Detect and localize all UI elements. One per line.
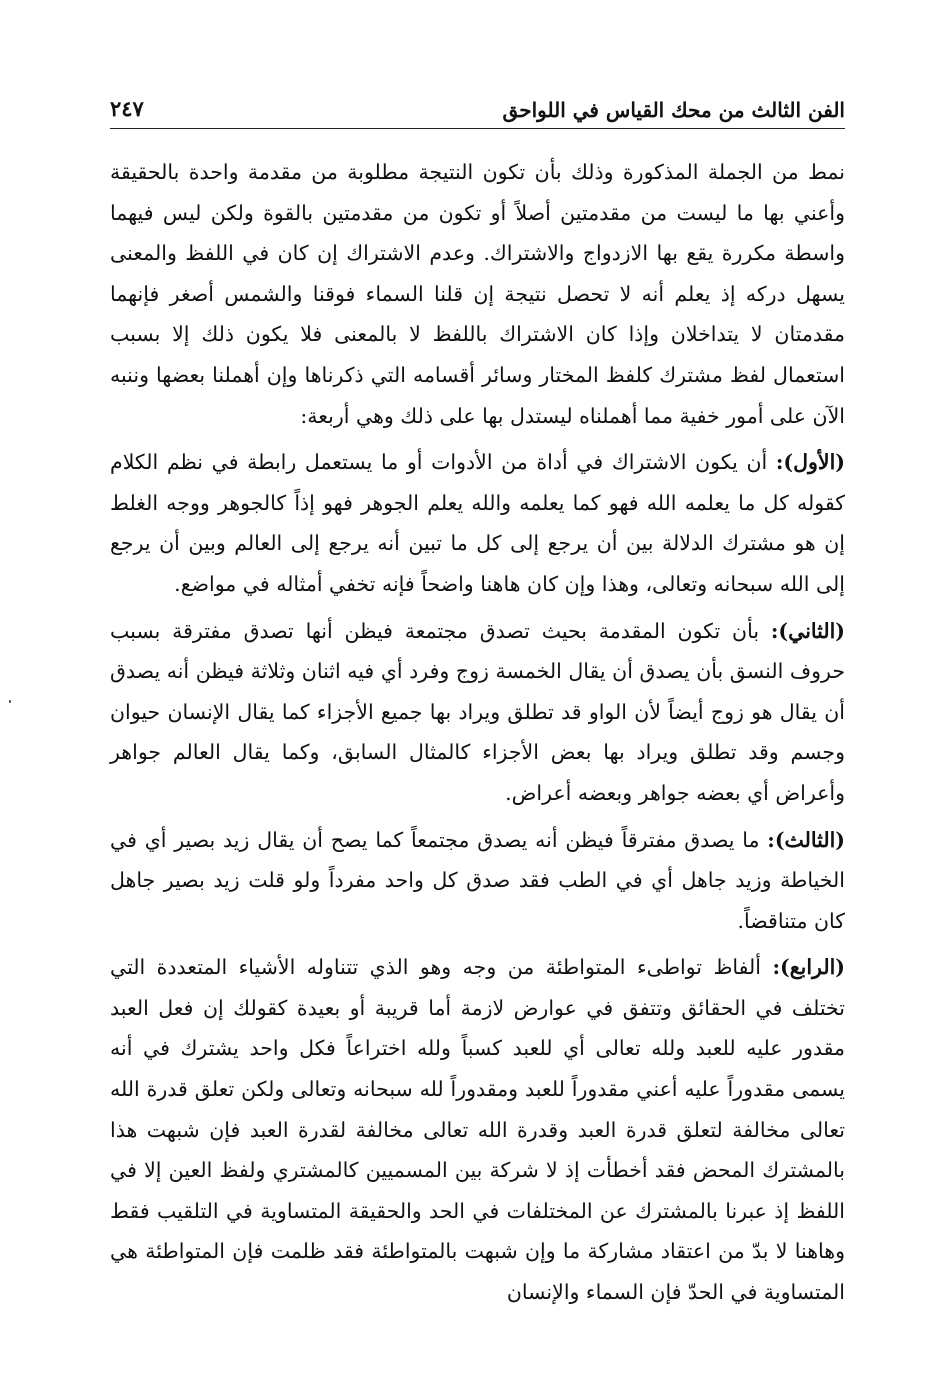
paragraph-label: (الأول): bbox=[775, 450, 845, 475]
paragraph-label: (الرابع): bbox=[772, 955, 845, 980]
paragraph-label: (الثالث): bbox=[767, 827, 845, 852]
paragraph-first bbox=[110, 442, 845, 604]
paragraph-second bbox=[110, 611, 845, 814]
paragraph-label: (الثاني): bbox=[770, 618, 845, 643]
paragraph-intro bbox=[110, 152, 845, 436]
paragraph-text: بأن تكون المقدمة بحيث تصدق مجتمعة فيظن أنها تصدق مفترقة بسبب حروف النسق بأن يصدق أن يقال الخمسة زوج وفرد أي فيه اثنان وثلاثة فيظن أنه يصدق أن يقال هو زوج أيضاً لأن الواو قد تطلق ويراد بها جميع الأجزاء كما يقال الإنسان حيوان وجسم وقد تطلق ويراد بها بعض الأجزاء كالمثال السابق، وكما يقال العالم جواهر وأعراض أي بعضه جواهر وبعضه أعراض. bbox=[110, 618, 845, 805]
page-header bbox=[110, 94, 845, 129]
paragraph-text: ما يصدق مفترقاً فيظن أنه يصدق مجتمعاً كما يصح أن يقال زيد بصير أي في الخياطة وزيد جاهل أي في الطب فقد صدق كل واحد مفرداً ولو قلت زيد بصير جاهل كان متناقضاً. bbox=[110, 827, 845, 933]
paragraph-text: ألفاظ تواطىء المتواطئة من وجه وهو الذي تتناوله الأشياء المتعددة التي تختلف في الحقائق وتتفق في عوارض لازمة أما قريبة أو بعيدة كقولك إن فعل العبد مقدور عليه للعبد ولله تعالى أي للعبد كسباً ولله اختراعاً فكل واحد يشترك في أنه يسمى مقدوراً عليه أعني مقدوراً للعبد ومقدوراً لله سبحانه وتعالى ولكن تعلق قدرة الله تعالى مخالفة لتعلق قدرة العبد وقدرة الله تعالى مخالفة لقدرة العبد فإن شبهت هذا بالمشترك المحض فقد أخطأت إذ لا شركة بين المسميين كالمشتري ولفظ العين إلا في اللفظ إذ عبرنا بالمشترك عن المختلفات في الحد والحقيقة المتساوية في التلقيب فقط وهاهنا لا بدّ من اعتقاد مشاركة ما وإن شبهت بالمتواطئة فقد ظلمت فإن المتواطئة هي المتساوية في الحدّ فإن السماء والإنسان bbox=[110, 955, 845, 1305]
body-text bbox=[110, 152, 845, 1319]
paragraph-fourth bbox=[110, 947, 845, 1312]
paragraph-text: أن يكون الاشتراك في أداة من الأدوات أو ما يستعمل رابطة في نظم الكلام كقوله كل ما يعلمه الله فهو كما يعلمه والله يعلم الجوهر فهو إذاً كالجوهر ووجه الغلط إن هو مشترك الدلالة بين أن يرجع إلى كل ما تبين أنه يرجع إلى العالم وبين أن يرجع إلى الله سبحانه وتعالى، وهذا وإن كان هاهنا واضحاً فإنه تخفي أمثاله في مواضع. bbox=[110, 450, 845, 596]
running-title: الفن الثالث من محك القياس في اللواحق bbox=[502, 98, 845, 122]
paragraph-text: نمط من الجملة المذكورة وذلك بأن تكون النتيجة مطلوبة من مقدمة واحدة بالحقيقة وأعني بها ما ليست من مقدمتين أصلاً أو تكون من مقدمتين بالقوة ولكن ليس فيهما واسطة مكررة يقع بها الازدواج والاشتراك. وعدم الاشتراك إن كان في اللفظ والمعنى يسهل دركه إذ يعلم أنه لا تحصل نتيجة إن قلنا السماء فوقنا والشمس أصغر فإنهما مقدمتان لا يتداخلان وإذا كان الاشتراك باللفظ لا بالمعنى فلا يكون ذلك إلا بسبب استعمال لفظ مشترك كلفظ المختار وسائر أقسامه التي ذكرناها وإن أهملنا بعضها وننبه الآن على أمور خفية مما أهملناه ليستدل بها على ذلك وهي أربعة: bbox=[110, 160, 845, 428]
page-number: ٢٤٧ bbox=[110, 96, 144, 121]
scan-speck bbox=[9, 700, 11, 703]
paragraph-third bbox=[110, 820, 845, 942]
